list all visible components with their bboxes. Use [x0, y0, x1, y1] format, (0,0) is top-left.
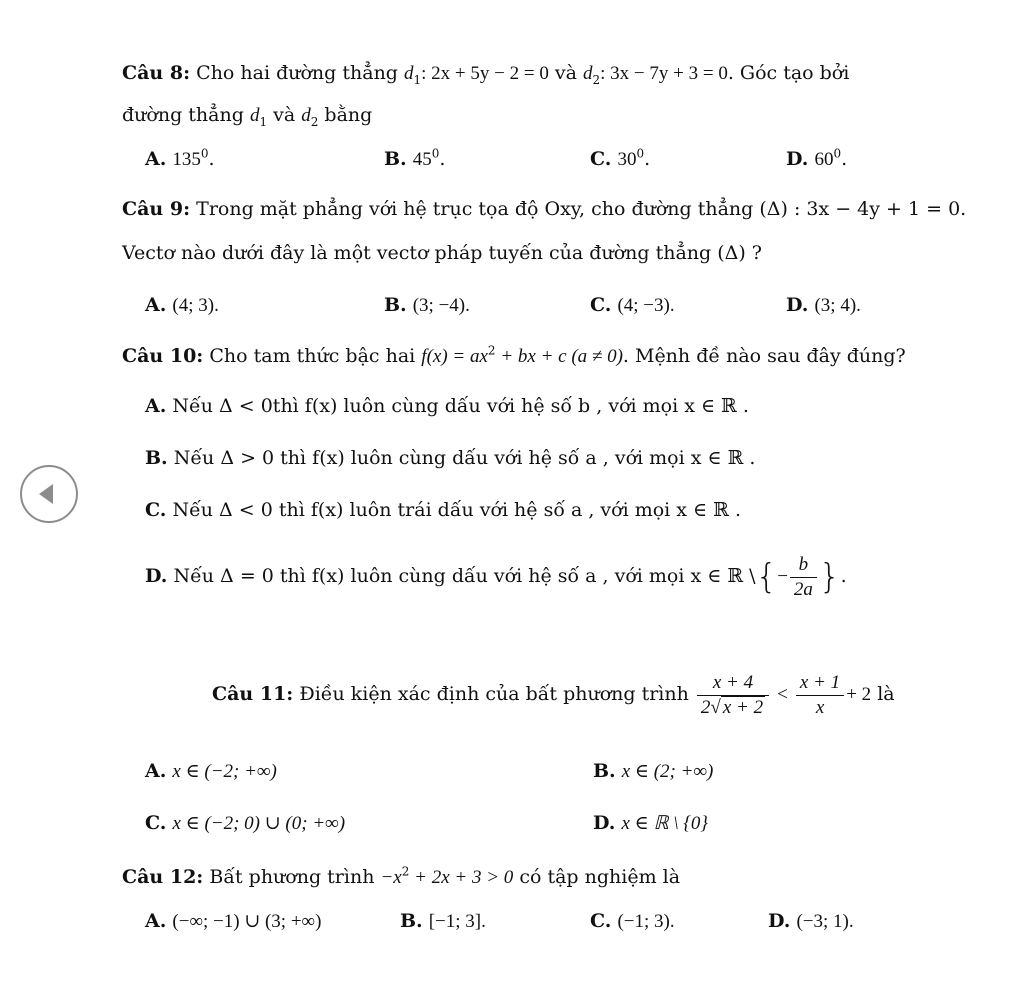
q8-text1: Cho hai đường thẳng	[196, 62, 398, 84]
q9-option-d: D. (3; 4).	[786, 294, 861, 316]
q12-line1: Câu 12: Bất phương trình $-x^2 + 2x + 3 > 0$ có tập nghiệm là	[122, 864, 681, 888]
q11-option-c: C. x ∈ (−2; 0) ∪ (0; +∞)	[145, 812, 346, 834]
q8-option-c: C. $30^0$.	[590, 146, 651, 170]
q12-option-d: D. (−3; 1).	[768, 910, 854, 932]
q8-label: Câu 8:	[122, 62, 191, 84]
q11-line1: Câu 11: Điều kiện xác định của bất phương trình $\frac{x + 4}{2√ x + 2}$ < $\frac{x + 1}{x}$ + 2 là	[212, 671, 895, 718]
q10-option-a: A. Nếu Δ < 0thì f(x) luôn cùng dấu với hệ số b , với mọi x ∈ ℝ .	[145, 395, 749, 417]
q10-line1: Câu 10: Cho tam thức bậc hai $f(x) = ax^2$ + bx + c (a ≠ 0). Mệnh đề nào sau đây đúng?	[122, 343, 906, 367]
q8-option-b: B. $45^0$.	[384, 146, 446, 170]
q12-option-a: A. (−∞; −1) ∪ (3; +∞)	[145, 910, 322, 932]
chevron-left-icon	[39, 484, 53, 504]
q9-line2: Vectơ nào dưới đây là một vectơ pháp tuyến của đường thẳng (Δ) ?	[122, 242, 762, 264]
q10-d-fraction: $\frac{b}{2a}$	[790, 553, 817, 602]
q12-option-b: B. [−1; 3].	[400, 910, 486, 932]
q8-line2: đường thẳng $d_1$ và $d_2$ bằng	[122, 104, 373, 129]
previous-page-button[interactable]	[20, 465, 78, 523]
q11-option-b: B. x ∈ (2; +∞)	[593, 760, 714, 782]
q8-option-a: A. $135^0$.	[145, 146, 215, 170]
q10-option-b: B. Nếu Δ > 0 thì f(x) luôn cùng dấu với hệ số a , với mọi x ∈ ℝ .	[145, 447, 756, 469]
q10-option-c: C. Nếu Δ < 0 thì f(x) luôn trái dấu với hệ số a , với mọi x ∈ ℝ .	[145, 499, 742, 521]
q11-fraction-2: $\frac{x + 1}{x}$	[796, 671, 844, 720]
q8-option-d: D. $60^0$.	[786, 146, 848, 170]
q10-option-d: D. Nếu Δ = 0 thì f(x) luôn cùng dấu với hệ số a , với mọi x ∈ ℝ \{− $\frac{b}{2a}$ }.	[145, 553, 847, 600]
q9-option-c: C. (4; −3).	[590, 294, 675, 316]
q12-option-c: C. (−1; 3).	[590, 910, 675, 932]
q11-option-d: D. x ∈ ℝ \ {0}	[593, 812, 708, 834]
q9-option-a: A. (4; 3).	[145, 294, 219, 316]
q11-option-a: A. x ∈ (−2; +∞)	[145, 760, 277, 782]
q9-line1: Câu 9: Trong mặt phẳng với hệ trục tọa độ Oxy, cho đường thẳng (Δ) : 3x − 4y + 1 = 0.	[122, 198, 967, 220]
q11-fraction-1: $\frac{x + 4}{2√ x + 2}$	[697, 671, 769, 720]
q8-line1: Câu 8: Cho hai đường thẳng $d_1$: 2x + 5y − 2 = 0 và $d_2$: 3x − 7y + 3 = 0. Góc tạo bởi	[122, 62, 850, 87]
q9-option-b: B. (3; −4).	[384, 294, 470, 316]
